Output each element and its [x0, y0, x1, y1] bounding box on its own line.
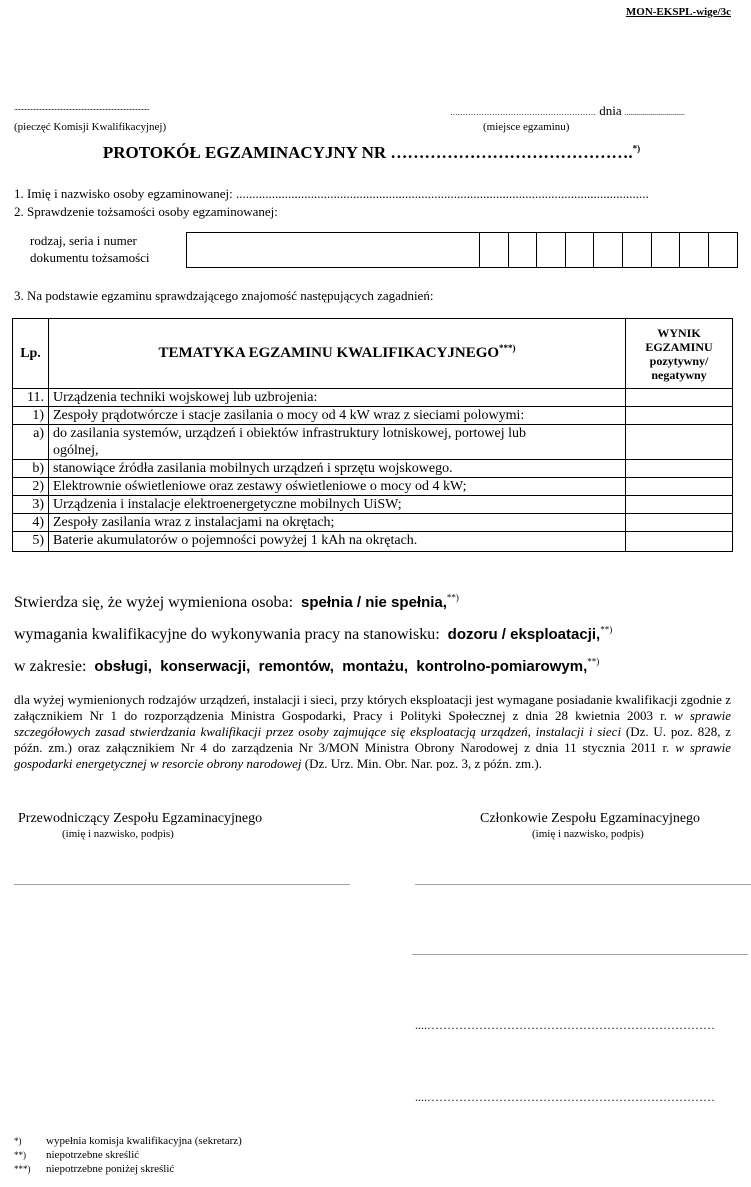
- header-topic-text: TEMATYKA EGZAMINU KWALIFIKACYJNEGO: [158, 345, 500, 361]
- table-row: [13, 425, 733, 460]
- legal-text-1: dla wyżej wymienionych rodzajów urządzeń, instalacji i sieci, przy których eksploatacji jest wymagane posiadanie kwalifikacji zgodnie z załącznikiem Nr 1 do rozporządzenia Ministra Gospodarki, Pracy i Polityki Społecznej z dnia 28 kwietnia 2003 r.: [14, 692, 731, 723]
- place-date-line[interactable]: [450, 103, 685, 119]
- header-topic: [49, 319, 626, 389]
- place-dotted-line[interactable]: ….……………………………………………: [450, 108, 596, 117]
- exam-topics-table: [12, 318, 733, 552]
- header-topic-mark: ***): [499, 343, 516, 353]
- row-result-cell[interactable]: [626, 407, 733, 425]
- footnote-text: niepotrzebne poniżej skreślić: [46, 1163, 175, 1175]
- chair-heading: Przewodniczący Zespołu Egzaminacyjnego: [18, 811, 263, 826]
- page-title: [0, 143, 743, 163]
- table-row: [13, 460, 733, 478]
- row-topic: Zespoły zasilania wraz z instalacjami na okrętach;: [49, 514, 626, 532]
- form-code: MON-EKSPL-wige/3c: [625, 6, 731, 18]
- statement-result-mark: **): [446, 592, 459, 603]
- row-topic: stanowiące źródła zasilania mobilnych urządzeń i sprzętu wojskowego.: [49, 460, 626, 478]
- seal-label: (pieczęć Komisji Kwalifikacyjnej): [14, 121, 167, 133]
- id-char-box[interactable]: [566, 233, 595, 267]
- row-lp: 5): [13, 532, 49, 552]
- header-result: [626, 319, 733, 389]
- member-signature-line-3[interactable]: ....………………………………………………………………: [415, 1018, 715, 1032]
- legal-text-4: w sprawie gospodarki energetycznej w resorcie obrony narodowej: [14, 740, 731, 771]
- statement-result-text: Stwierdza się, że wyżej wymieniona osoba:: [14, 594, 294, 611]
- members-heading: Członkowie Zespołu Egzaminacyjnego: [480, 811, 701, 826]
- footnote-mark: ***): [14, 1164, 31, 1174]
- place-label: (miejsce egzaminu): [483, 121, 570, 133]
- row-result-cell[interactable]: [626, 532, 733, 552]
- members-subheading: (imię i nazwisko, podpis): [532, 828, 644, 840]
- statement-position: [14, 626, 612, 644]
- scope-choice[interactable]: obsługi, konserwacji, remontów, montażu, kontrolno-pomiarowym,: [94, 658, 588, 675]
- row-result-cell[interactable]: [626, 460, 733, 478]
- row-lp: 1): [13, 407, 49, 425]
- header-lp: Lp.: [13, 319, 49, 389]
- footnote: [14, 1149, 139, 1161]
- id-char-box[interactable]: [594, 233, 623, 267]
- id-char-box[interactable]: [537, 233, 566, 267]
- row-lp: 11.: [13, 389, 49, 407]
- table-row: [13, 496, 733, 514]
- day-word: dnia: [599, 103, 622, 118]
- table-header-row: [13, 319, 733, 389]
- row-lp: 4): [13, 514, 49, 532]
- row-lp: a): [13, 425, 49, 460]
- row-lp: b): [13, 460, 49, 478]
- chair-subheading: (imię i nazwisko, podpis): [62, 828, 174, 840]
- title-footnote-mark: *): [632, 143, 641, 154]
- row-topic: Urządzenia techniki wojskowej lub uzbrojenia:: [49, 389, 626, 407]
- table-row: [13, 478, 733, 496]
- footnote: [14, 1135, 242, 1147]
- footnote: [14, 1163, 174, 1175]
- footnote-text: wypełnia komisja kwalifikacyjna (sekretarz): [46, 1135, 242, 1147]
- footnote-mark: **): [14, 1150, 26, 1160]
- title-text: PROTOKÓŁ EGZAMINACYJNY NR …………………………………….: [102, 143, 633, 162]
- row-result-cell[interactable]: [626, 514, 733, 532]
- row-topic: Urządzenia i instalacje elektroenergetyczne mobilnych UiSW;: [49, 496, 626, 514]
- statement-position-mark: **): [600, 624, 613, 635]
- legal-text-3: (Dz. U. poz. 828, z późn. zm.) oraz załącznikiem Nr 4 do zarządzenia Nr 3/MON Ministra Obrony Narodowej z dnia 11 stycznia 2011 r.: [14, 724, 732, 755]
- position-choice[interactable]: dozoru / eksploatacji,: [447, 626, 601, 643]
- row-result-cell[interactable]: [626, 496, 733, 514]
- chair-signature-line[interactable]: ........................................................................................................................................................................: [14, 878, 350, 887]
- row-result-cell[interactable]: [626, 425, 733, 460]
- table-row: [13, 407, 733, 425]
- identity-check-heading: 2. Sprawdzenie tożsamości osoby egzaminowanej:: [14, 204, 278, 219]
- examinee-name-field[interactable]: 1. Imię i nazwisko osoby egzaminowanej: ...............................................................................................................................: [14, 186, 649, 201]
- header-result-line2: EGZAMINU: [645, 339, 713, 354]
- row-topic: do zasilania systemów, urządzeń i obiektów infrastruktury lotniskowej, portowej lub ogólnej,: [49, 425, 626, 460]
- row-result-cell[interactable]: [626, 478, 733, 496]
- row-topic: Zespoły prądotwórcze i stacje zasilania o mocy od 4 kW wraz z sieciami polowymi:: [49, 407, 626, 425]
- footnote-text: niepotrzebne skreślić: [46, 1149, 140, 1161]
- seal-dotted-line[interactable]: ..........................................................................................: [14, 103, 149, 112]
- id-document-label: [30, 232, 150, 266]
- row-result-cell[interactable]: [626, 389, 733, 407]
- row-topic: Baterie akumulatorów o pojemności powyżej 1 kAh na okrętach.: [49, 532, 626, 552]
- legal-basis-paragraph: [14, 692, 731, 772]
- legal-text-5: (Dz. Urz. Min. Obr. Nar. poz. 3, z późn. zm.).: [304, 756, 542, 771]
- member-signature-line-4[interactable]: ....………………………………………………………………: [415, 1090, 715, 1104]
- id-document-type-box[interactable]: [187, 233, 480, 267]
- row-lp: 2): [13, 478, 49, 496]
- id-char-box[interactable]: [652, 233, 681, 267]
- header-result-line3: pozytywny/: [649, 353, 709, 368]
- pass-fail-choice[interactable]: spełnia / nie spełnia,: [301, 594, 447, 611]
- statement-position-text: wymagania kwalifikacyjne do wykonywania pracy na stanowisku:: [14, 626, 440, 643]
- row-lp: 3): [13, 496, 49, 514]
- id-document-label-line1: rodzaj, seria i numer: [30, 233, 137, 248]
- member-signature-line-1[interactable]: ........................................................................................................................................................................: [415, 878, 751, 887]
- id-char-box[interactable]: [480, 233, 509, 267]
- table-row: [13, 389, 733, 407]
- topics-heading: 3. Na podstawie egzaminu sprawdzającego znajomość następujących zagadnień:: [14, 288, 434, 303]
- id-char-box[interactable]: [709, 233, 738, 267]
- id-char-box[interactable]: [623, 233, 652, 267]
- id-char-box[interactable]: [509, 233, 538, 267]
- member-signature-line-2[interactable]: ........................................................................................................................................................................: [412, 948, 748, 957]
- statement-scope-text: w zakresie:: [14, 658, 87, 675]
- statement-scope: [14, 658, 599, 676]
- legal-text-2: w sprawie szczegółowych zasad stwierdzania kwalifikacji przez osoby zajmujące się eksploatacją urządzeń, instalacji i sieci: [14, 708, 732, 739]
- id-char-box[interactable]: [680, 233, 709, 267]
- table-row: [13, 532, 733, 552]
- date-dotted-line[interactable]: ..............................: [624, 108, 685, 117]
- header-result-line4: negatywny: [651, 367, 707, 382]
- statement-result: [14, 594, 459, 612]
- id-document-label-line2: dokumentu tożsamości: [30, 250, 150, 265]
- footnote-mark: *): [14, 1136, 22, 1146]
- id-document-boxes[interactable]: [186, 232, 738, 268]
- table-row: [13, 514, 733, 532]
- row-topic: Elektrownie oświetleniowe oraz zestawy oświetleniowe o mocy od 4 kW;: [49, 478, 626, 496]
- header-result-line1: WYNIK: [657, 325, 701, 340]
- statement-scope-mark: **): [587, 656, 600, 667]
